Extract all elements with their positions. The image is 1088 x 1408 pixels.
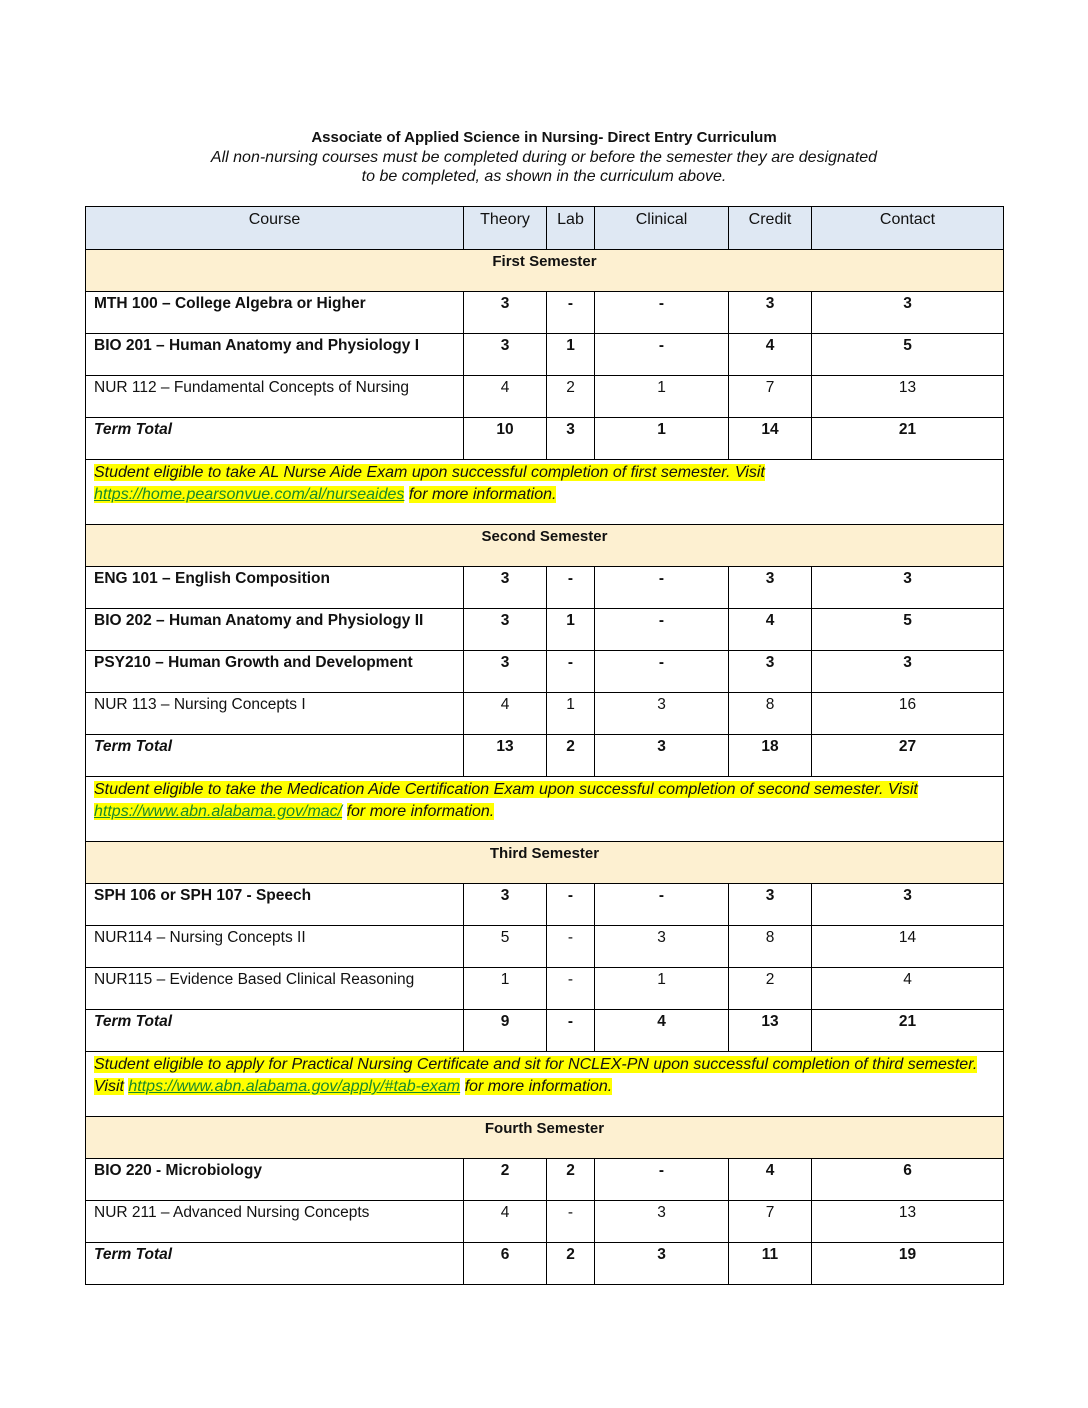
note-text: Student eligible to take the Medication Aide Certification Exam upon successful completion of second semester. Visit [94, 781, 918, 798]
course-row [86, 884, 1004, 926]
course-row [86, 567, 1004, 609]
term-total-theory: 9 [464, 1010, 547, 1052]
term-total-credit: 13 [729, 1010, 812, 1052]
curriculum-table [85, 206, 1004, 1285]
course-row [86, 292, 1004, 334]
term-total-contact: 21 [812, 1010, 1004, 1052]
course-clinical: - [595, 609, 729, 651]
course-lab: - [547, 968, 595, 1010]
term-total-credit: 11 [729, 1243, 812, 1285]
table-body [86, 250, 1004, 1285]
term-total-label: Term Total [86, 1243, 464, 1285]
term-total-lab: - [547, 1010, 595, 1052]
course-clinical: 3 [595, 1201, 729, 1243]
term-total-lab: 2 [547, 735, 595, 777]
document-header [0, 128, 1088, 186]
course-contact: 13 [812, 376, 1004, 418]
course-credit: 7 [729, 376, 812, 418]
course-clinical: 3 [595, 926, 729, 968]
course-name: NUR 112 – Fundamental Concepts of Nursing [86, 376, 464, 418]
course-row [86, 968, 1004, 1010]
semester-title: Third Semester [86, 842, 1004, 884]
course-name: NUR114 – Nursing Concepts II [86, 926, 464, 968]
course-contact: 16 [812, 693, 1004, 735]
course-clinical: 3 [595, 693, 729, 735]
semester-title: First Semester [86, 250, 1004, 292]
course-credit: 4 [729, 334, 812, 376]
term-total-credit: 18 [729, 735, 812, 777]
course-credit: 8 [729, 926, 812, 968]
term-total-credit: 14 [729, 418, 812, 460]
course-lab: - [547, 926, 595, 968]
semester-title: Second Semester [86, 525, 1004, 567]
course-name: MTH 100 – College Algebra or Higher [86, 292, 464, 334]
term-total-theory: 10 [464, 418, 547, 460]
course-contact: 3 [812, 884, 1004, 926]
note-text: Student eligible to apply for Practical Nursing Certificate and sit for NCLEX-PN upon successful completion of third semester. Visit [94, 1056, 978, 1095]
course-name: BIO 201 – Human Anatomy and Physiology I [86, 334, 464, 376]
course-lab: - [547, 292, 595, 334]
course-lab: 1 [547, 693, 595, 735]
course-clinical: - [595, 292, 729, 334]
course-credit: 8 [729, 693, 812, 735]
term-total-row [86, 418, 1004, 460]
course-credit: 7 [729, 1201, 812, 1243]
course-name: ENG 101 – English Composition [86, 567, 464, 609]
semester-title: Fourth Semester [86, 1117, 1004, 1159]
eligibility-note-row [86, 460, 1004, 525]
column-header-clinical: Clinical [595, 207, 729, 250]
note-link[interactable]: https://home.pearsonvue.com/al/nurseaides [94, 486, 405, 503]
course-theory: 3 [464, 609, 547, 651]
course-row [86, 334, 1004, 376]
term-total-contact: 19 [812, 1243, 1004, 1285]
course-contact: 3 [812, 567, 1004, 609]
course-theory: 5 [464, 926, 547, 968]
page-title: Associate of Applied Science in Nursing- Direct Entry Curriculum [311, 129, 777, 146]
course-contact: 3 [812, 292, 1004, 334]
course-name: NUR 113 – Nursing Concepts I [86, 693, 464, 735]
column-header-theory: Theory [464, 207, 547, 250]
course-lab: 1 [547, 334, 595, 376]
term-total-theory: 13 [464, 735, 547, 777]
course-name: BIO 220 - Microbiology [86, 1159, 464, 1201]
table-header-row [86, 207, 1004, 250]
term-total-clinical: 3 [595, 1243, 729, 1285]
term-total-lab: 3 [547, 418, 595, 460]
term-total-label: Term Total [86, 1010, 464, 1052]
course-lab: 2 [547, 376, 595, 418]
course-theory: 3 [464, 334, 547, 376]
column-header-credit: Credit [729, 207, 812, 250]
course-credit: 3 [729, 567, 812, 609]
course-name: NUR115 – Evidence Based Clinical Reasoning [86, 968, 464, 1010]
eligibility-note [86, 1052, 1004, 1117]
semester-header-row [86, 1117, 1004, 1159]
term-total-contact: 27 [812, 735, 1004, 777]
term-total-row [86, 1010, 1004, 1052]
course-contact: 4 [812, 968, 1004, 1010]
term-total-row [86, 735, 1004, 777]
course-credit: 4 [729, 609, 812, 651]
course-credit: 3 [729, 651, 812, 693]
note-text: Student eligible to take AL Nurse Aide Exam upon successful completion of first semester. Visit [94, 464, 765, 481]
course-clinical: 1 [595, 376, 729, 418]
course-row [86, 926, 1004, 968]
subtitle-line-2: to be completed, as shown in the curriculum above. [361, 168, 727, 185]
course-lab: - [547, 651, 595, 693]
course-row [86, 1159, 1004, 1201]
term-total-lab: 2 [547, 1243, 595, 1285]
course-theory: 3 [464, 567, 547, 609]
course-theory: 3 [464, 884, 547, 926]
course-clinical: - [595, 334, 729, 376]
column-header-contact: Contact [812, 207, 1004, 250]
note-text-end: for more information. [408, 486, 557, 503]
course-credit: 3 [729, 292, 812, 334]
eligibility-note-row [86, 1052, 1004, 1117]
note-text-end: for more information. [346, 803, 495, 820]
course-theory: 4 [464, 693, 547, 735]
course-row [86, 1201, 1004, 1243]
course-lab: - [547, 1201, 595, 1243]
eligibility-note [86, 777, 1004, 842]
course-name: BIO 202 – Human Anatomy and Physiology II [86, 609, 464, 651]
subtitle-line-1: All non-nursing courses must be completed during or before the semester they are designated [210, 149, 878, 166]
course-clinical: - [595, 567, 729, 609]
course-theory: 3 [464, 292, 547, 334]
course-lab: 1 [547, 609, 595, 651]
course-contact: 13 [812, 1201, 1004, 1243]
course-name: SPH 106 or SPH 107 - Speech [86, 884, 464, 926]
term-total-label: Term Total [86, 735, 464, 777]
course-contact: 3 [812, 651, 1004, 693]
semester-header-row [86, 250, 1004, 292]
course-name: NUR 211 – Advanced Nursing Concepts [86, 1201, 464, 1243]
note-text-end: for more information. [464, 1078, 613, 1095]
course-lab: - [547, 884, 595, 926]
course-contact: 5 [812, 609, 1004, 651]
note-link[interactable]: https://www.abn.alabama.gov/mac/ [94, 803, 343, 820]
course-credit: 4 [729, 1159, 812, 1201]
note-link[interactable]: https://www.abn.alabama.gov/apply/#tab-exam [128, 1078, 461, 1095]
course-row [86, 693, 1004, 735]
course-theory: 1 [464, 968, 547, 1010]
column-header-lab: Lab [547, 207, 595, 250]
eligibility-note-row [86, 777, 1004, 842]
term-total-theory: 6 [464, 1243, 547, 1285]
course-theory: 2 [464, 1159, 547, 1201]
term-total-clinical: 4 [595, 1010, 729, 1052]
course-contact: 14 [812, 926, 1004, 968]
course-name: PSY210 – Human Growth and Development [86, 651, 464, 693]
course-row [86, 376, 1004, 418]
course-credit: 2 [729, 968, 812, 1010]
term-total-clinical: 1 [595, 418, 729, 460]
course-clinical: - [595, 651, 729, 693]
term-total-contact: 21 [812, 418, 1004, 460]
course-clinical: 1 [595, 968, 729, 1010]
course-theory: 4 [464, 376, 547, 418]
semester-header-row [86, 525, 1004, 567]
course-clinical: - [595, 884, 729, 926]
term-total-clinical: 3 [595, 735, 729, 777]
course-row [86, 651, 1004, 693]
course-lab: 2 [547, 1159, 595, 1201]
column-header-course: Course [86, 207, 464, 250]
semester-header-row [86, 842, 1004, 884]
course-row [86, 609, 1004, 651]
course-lab: - [547, 567, 595, 609]
course-credit: 3 [729, 884, 812, 926]
course-theory: 4 [464, 1201, 547, 1243]
term-total-row [86, 1243, 1004, 1285]
course-clinical: - [595, 1159, 729, 1201]
course-contact: 5 [812, 334, 1004, 376]
course-contact: 6 [812, 1159, 1004, 1201]
course-theory: 3 [464, 651, 547, 693]
eligibility-note [86, 460, 1004, 525]
term-total-label: Term Total [86, 418, 464, 460]
